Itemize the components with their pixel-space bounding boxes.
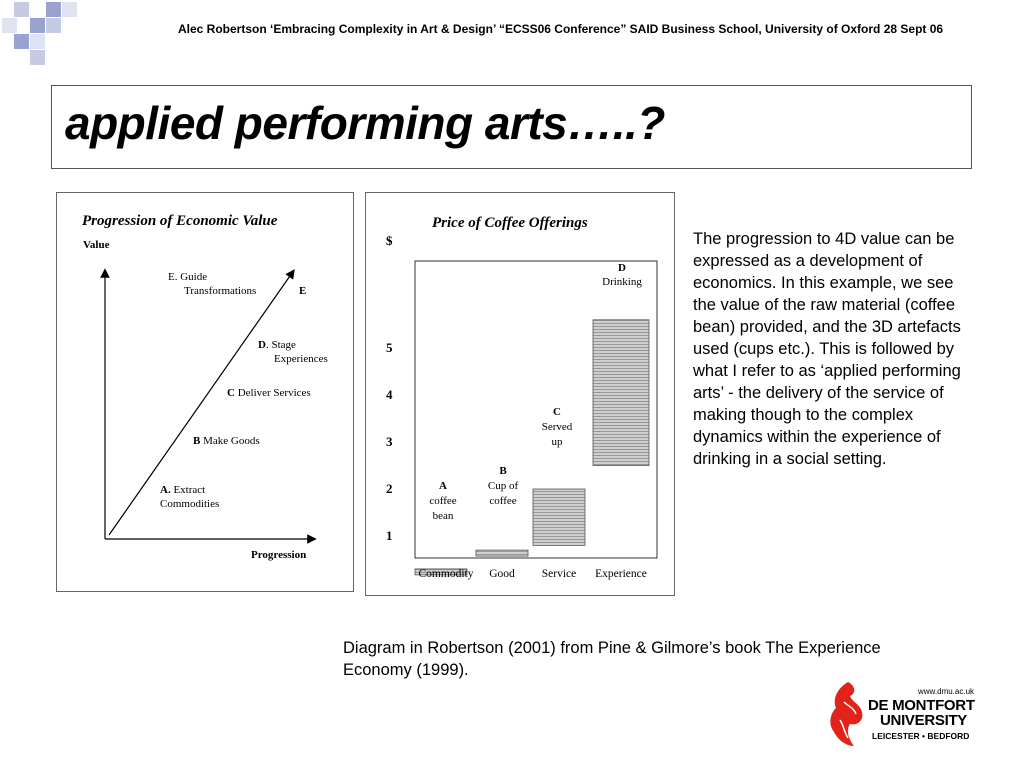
price-bar-experience bbox=[593, 320, 649, 466]
dmu-logo bbox=[826, 678, 986, 750]
logo-name-line2: UNIVERSITY bbox=[880, 712, 968, 729]
chart-title: Price of Coffee Offerings bbox=[432, 215, 588, 231]
price-bar-good bbox=[476, 550, 528, 556]
progression-axis-label: Progression bbox=[251, 549, 307, 561]
title-box bbox=[51, 85, 972, 169]
economic-value-diagram bbox=[56, 192, 354, 592]
bar-label-b: B Cup of coffee bbox=[487, 465, 519, 507]
value-axis-label: Value bbox=[83, 239, 110, 251]
bar-label-d: D Drinking bbox=[602, 262, 642, 288]
lion-emblem-icon bbox=[826, 680, 866, 748]
x-tick-experience: Experience bbox=[595, 568, 647, 580]
x-tick-good: Good bbox=[489, 568, 515, 580]
diagram-caption: Diagram in Robertson (2001) from Pine & Gilmore’s book The Experience Economy (1999). bbox=[343, 639, 881, 679]
stage-d-label: D. Stage Experiences bbox=[258, 339, 328, 365]
coffee-price-chart bbox=[365, 192, 675, 596]
x-tick-commodity: Commodity bbox=[418, 568, 474, 580]
bar-label-c: C Served up bbox=[541, 406, 573, 448]
logo-subtitle: LEICESTER • BEDFORD bbox=[872, 731, 970, 741]
header-text: Alec Robertson ‘Embracing Complexity in Art & Design’ “ECSS06 Conference” SAID Business School, University of Oxford 28 Sept 06 bbox=[178, 22, 944, 36]
stage-a-label: A. Extract Commodities bbox=[160, 484, 220, 510]
y-tick-3: 3 bbox=[386, 434, 393, 449]
coffee-chart-plot bbox=[366, 193, 674, 595]
logo-name-line1: DE MONTFORT bbox=[868, 697, 975, 714]
y-tick-4: 4 bbox=[386, 387, 393, 402]
stage-b-label: B Make Goods bbox=[193, 435, 260, 447]
diagram-title: Progression of Economic Value bbox=[82, 213, 278, 229]
y-tick-1: 1 bbox=[386, 528, 393, 543]
slide-title: applied performing arts…..? bbox=[65, 97, 665, 149]
logo-url: www.dmu.ac.uk bbox=[918, 687, 975, 696]
stage-c-label: C Deliver Services bbox=[227, 387, 311, 399]
y-axis-unit: $ bbox=[386, 233, 393, 248]
body-paragraph: The progression to 4D value can be expressed as a development of economics. In this example, we see the value of the raw material (coffee bean) provided, and the 3D artefacts used (cups etc.). This is followed by what I refer to as ‘applied performing arts’ - the delivery of the service of making though to the complex dynamics within the experience of drinking in a social setting. bbox=[693, 230, 961, 468]
bar-label-a: A coffee bean bbox=[429, 480, 457, 522]
stage-e-label: E. Guide Transformations bbox=[168, 271, 257, 297]
y-tick-2: 2 bbox=[386, 481, 393, 496]
y-tick-5: 5 bbox=[386, 340, 393, 355]
stage-e-marker: E bbox=[299, 285, 307, 297]
x-tick-service: Service bbox=[541, 568, 577, 580]
price-bar-service bbox=[533, 489, 585, 545]
